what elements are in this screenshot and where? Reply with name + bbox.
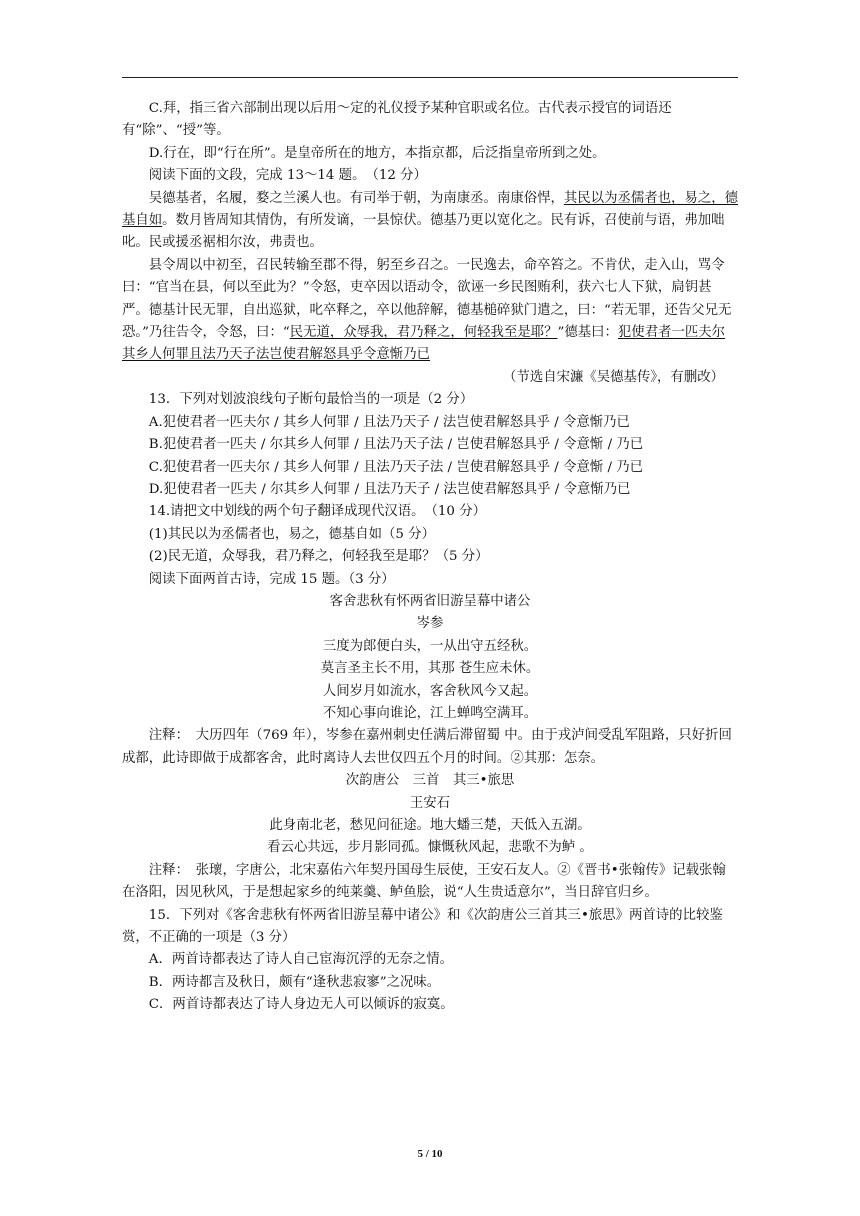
poems-instruction: 阅读下面两首古诗，完成 15 题。（3 分）: [148, 571, 395, 587]
poem-2-line: 看云心共远，步月影同孤。慷慨秋风起，悲歌不为鲈 。: [267, 840, 593, 856]
option-c-note: C.拜，指三省六部制出现以后用～定的礼仪授予某种官职或名位。古代表示授官的词语还有“除”、“授”等。: [122, 101, 672, 139]
header-rule: [122, 77, 738, 78]
passage-text: 县令周以中初至，召民转输至郡不得，躬至乡召之。一民逸去，命卒笞之。不肯伏，走入山，骂令曰：“官当在县，何以至此为？”令怒，吏卒因以语动令，欲诬一乡民图贿利，获六七人下狱，扃钥甚严。德基计民无罪，自出巡狱，叱卒释之，卒以他辞解，德基槌碎狱门遣之，曰：“若无罪，还告父兄无恐。”乃往告令，令怒，曰：“: [122, 257, 732, 341]
passage-instruction: 阅读下面的文段，完成 13～14 题。 （12 分）: [148, 168, 427, 184]
passage-text: ”德基曰：: [557, 325, 618, 341]
poem-1-line: 莫言圣主长不用，其那 苍生应未休。: [320, 661, 540, 677]
poem-1-note: 注释： 大历四年（769 年），岑参在嘉州刺史任满后滞留蜀 中。由于戎泸间受乱军阻路，只好折回成都，此诗即做于成都客舍，此时离诗人去世仅四五个月的时间。②其那：怎奈。: [122, 728, 732, 766]
page-content: [122, 98, 738, 1017]
poem-2-line: 此身南北老，愁见问征途。地大蟠三楚，天低入五湖。: [269, 818, 591, 833]
poem-2-note: 注释： 张瓌，字唐公，北宋嘉佑六年契丹国母生辰使，王安石友人。②《晋书•张翰传》记载张翰在洛阳，因见秋风，于是想起家乡的纯莱羹、鲈鱼脍，说“人生贵适意尔”，当日辞官归乡。: [122, 862, 726, 901]
poem-1-line: 不知心事向谁论，江上蝉鸣空满耳。: [322, 705, 538, 721]
poem-1-line: 人间岁月如流水，客舍秋风今又起。: [322, 683, 538, 699]
page-number: 5 / 10: [417, 1148, 443, 1160]
question-13-option-c: C.犯使君者一匹夫尔 / 其乡人何罪 / 且法乃天子法 / 岂使君解怒具乎 / 令意惭 / 乃已: [148, 459, 644, 475]
question-15-stem: 15．下列对《客舍悲秋有怀两省旧游呈幕中诸公》和《次韵唐公三首其三•旅思》两首诗的比较鉴赏，不正确的一项是（3 分）: [122, 907, 723, 946]
question-15-option-a: A．两首诗都表达了诗人自己宦海沉浮的无奈之情。: [148, 952, 454, 968]
wavy-underlined-sentence: 犯使君者一匹夫尔其乡人何罪且法乃天子法岂使君解怒具乎令意惭乃已: [122, 325, 726, 363]
poem-2-author: 王安石: [409, 795, 451, 811]
passage-paragraph-1: [122, 188, 738, 255]
passage-paragraph-2: [122, 255, 738, 367]
question-13-option-a: A.犯使君者一匹夫尔 / 其乡人何罪 / 且法乃天子 / 法岂使君解怒具乎 / 令意惭乃已: [148, 414, 630, 430]
poem-1-line: 三度为郎便白头，一从出守五经秋。: [322, 638, 538, 654]
question-14-stem: 14.请把文中划线的两个句子翻译成现代汉语。 （10 分）: [148, 504, 486, 520]
passage-source: （节选自宋濂《吴德基传》，有删改）: [503, 369, 724, 385]
option-d-note: D.行在，即“行在所”。是皇帝所在的地方，本指京都，后泛指皇帝所到之处。: [148, 145, 606, 161]
passage-text: 吴德基者，名履，婺之兰溪人也。有司举于朝，为南康丞。南康俗悍，: [148, 190, 564, 206]
poem-2-title: 次韵唐公 三首 其三•旅思: [345, 773, 515, 789]
question-13-stem: 13．下列对划波浪线句子断句最恰当的一项是（2 分）: [148, 392, 474, 408]
underlined-sentence-1: 其民以为丞儒者也，易之，德基自如: [122, 190, 738, 229]
question-14-item-1: (1)其民以为丞儒者也，易之，德基自如（5 分）: [148, 526, 435, 542]
poem-1-author: 岑参: [416, 616, 444, 632]
question-13-option-d: D.犯使君者一匹夫 / 尔其乡人何罪 / 且法乃天子 / 法岂使君解怒具乎 / 令意惭乃已: [148, 481, 631, 497]
passage-text: 。数月皆周知其情伪，有所发谪，一县惊伏。德基乃更以宽化之。民有诉，召使前与语，弗加咄叱。民或援丞裾相尔汝，弗责也。: [122, 213, 725, 251]
poem-1-title: 客舍悲秋有怀两省旧游呈幕中诸公: [329, 593, 531, 609]
question-14-item-2: (2)民无道，众辱我，君乃释之，何轻我至是耶？（5 分）: [148, 549, 489, 565]
question-13-option-b: B.犯使君者一匹夫 / 尔其乡人何罪 / 且法乃天子法 / 岂使君解怒具乎 / 令意惭 / 乃已: [148, 437, 644, 453]
underlined-sentence-2: 民无道，众辱我，君乃释之，何轻我至是耶？: [289, 325, 558, 341]
question-15-option-c: C．两首诗都表达了诗人身边无人可以倾诉的寂寞。: [148, 997, 454, 1013]
question-15-option-b: B．两诗都言及秋日，颇有“逢秋悲寂寥”之况味。: [148, 974, 441, 990]
